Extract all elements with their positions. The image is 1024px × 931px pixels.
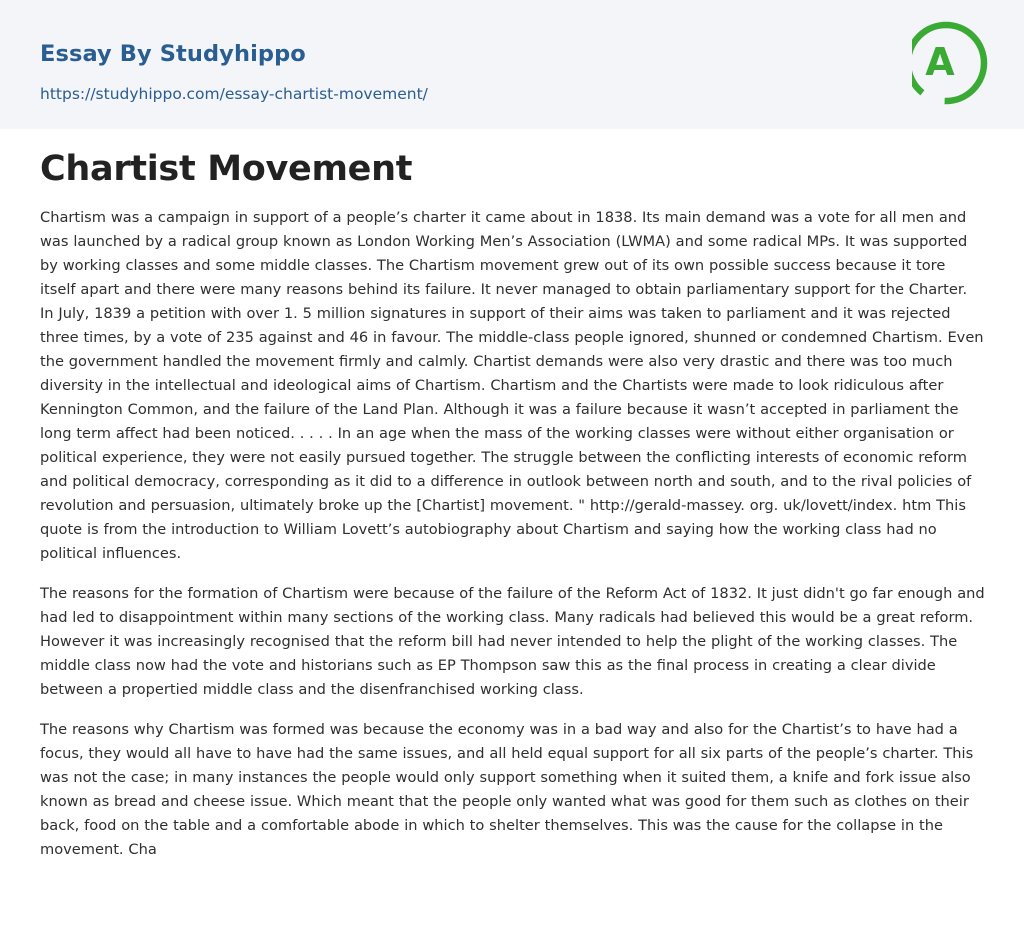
article-paragraph: Chartism was a campaign in support of a people’s charter it came about in 1838. Its main demand was a vote for all men and was launched by a radical group known as London Working Men’s Association (LWMA) and some radical MPs. It was supported by working classes and some middle classes. The Chartism movement grew out of its own possible success because it tore itself apart and there were many reasons behind its failure. It never managed to obtain parliamentary support for the Charter. In July, 1839 a petition with over 1. 5 million signatures in support of their aims was taken to parliament and it was rejected three times, by a vote of 235 against and 46 in favour. The middle-class people ignored, shunned or condemned Chartism. Even the government handled the movement firmly and calmly. Chartist demands were also very drastic and there was too much diversity in the intellectual and ideological aims of Chartism. Chartism and the Chartists were made to look ridiculous after Kennington Common, and the failure of the Land Plan. Although it was a failure because it wasn’t accepted in parliament the long term affect had been noticed. . . . . In an age when the mass of the working classes were without either organisation or political experience, they were not easily pursued together. The struggle between the conflicting interests of economic reform and political democracy, corresponding as it did to a difference in outlook between north and south, and to the rival policies of revolution and persuasion, ultimately broke up the [Chartist] movement. " http://gerald-massey. org. uk/lovett/index. htm This quote is from the introduction to William Lovett’s autobiography about Chartism and saying how the working class had no political influences. — [40, 209, 984, 562]
article-paragraph: The reasons why Chartism was formed was because the economy was in a bad way and also for the Chartist’s to have had a focus, they would all have to have had the same issues, and all held equal support for all six parts of the people’s charter. This was not the case; in many instances the people would only support something when it suited them, a knife and fork issue also known as bread and cheese issue. Which meant that the people only wanted what was good for them such as clothes on their back, food on the table and a comfortable abode in which to shelter themselves. This was the cause for the collapse in the movement. Cha — [40, 721, 974, 858]
logo-letter: A — [925, 40, 955, 84]
article-paragraph: The reasons for the formation of Chartism were because of the failure of the Reform Act of 1832. It just didn't go far enough and had led to disappointment within many sections of the working class. Many radicals had believed this would be a great reform. However it was increasingly recognised that the reform bill had never intended to help the plight of the working classes. The middle class now had the vote and historians such as EP Thompson saw this as the final process in creating a clear divide between a propertied middle class and the disenfranchised working class. — [40, 585, 985, 698]
source-url-link[interactable]: https://studyhippo.com/essay-chartist-movement/ — [40, 85, 428, 103]
site-header — [0, 0, 1024, 129]
page-title: Chartist Movement — [40, 149, 413, 189]
studyhippo-logo-icon[interactable] — [912, 19, 988, 107]
article — [40, 129, 985, 862]
brand-title: Essay By Studyhippo — [40, 41, 306, 67]
